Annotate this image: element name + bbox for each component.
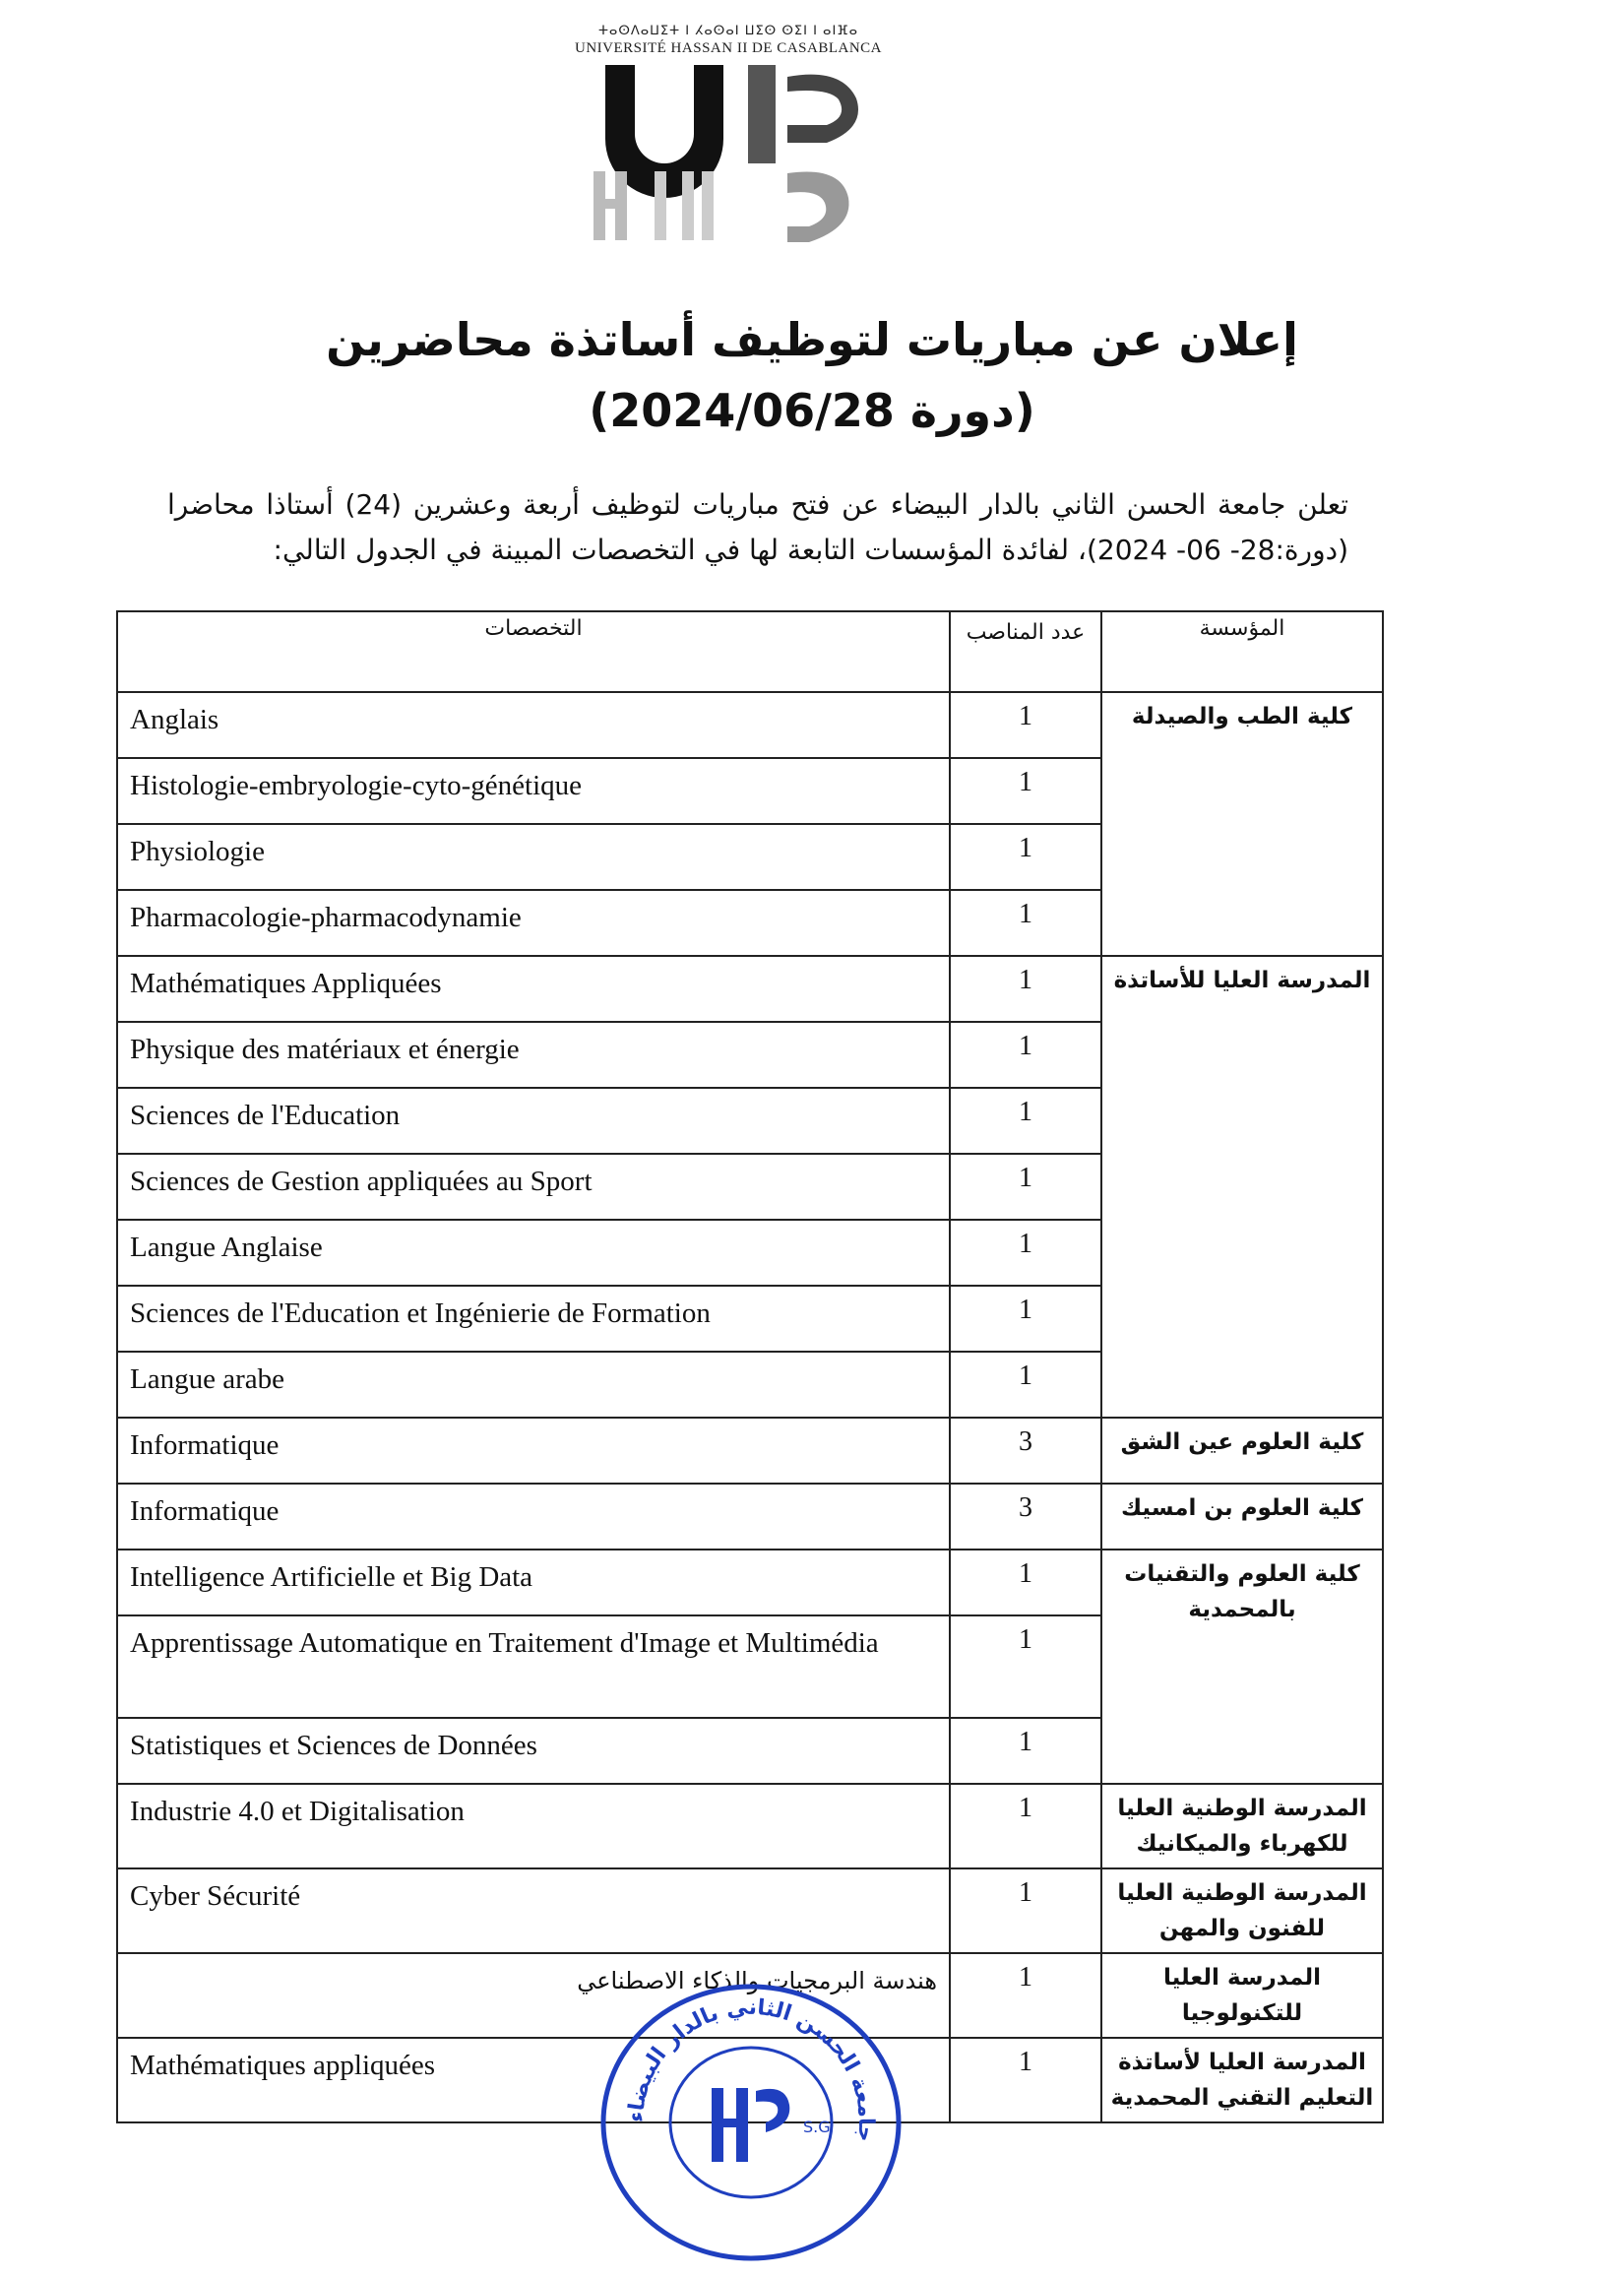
count-cell: 1: [950, 1352, 1101, 1418]
institution-cell: كلية الطب والصيدلة: [1101, 692, 1383, 956]
count-cell: 1: [950, 824, 1101, 890]
specialty-cell: Histologie-embryologie-cyto-génétique: [117, 758, 950, 824]
institution-cell: المدرسة العليا للأساتذة: [1101, 956, 1383, 1418]
stamp-mark: S.G: [803, 2118, 831, 2136]
count-cell: 3: [950, 1484, 1101, 1550]
table-row: [117, 1484, 1383, 1550]
specialty-cell: Apprentissage Automatique en Traitement d'Image et Multimédia: [117, 1615, 950, 1718]
session-date: (دورة 2024/06/28): [589, 384, 1035, 437]
specialty-cell: هندسة البرمجيات والذكاء الاصطناعي: [117, 1953, 950, 2038]
specialty-cell: Mathématiques appliquées: [117, 2038, 950, 2122]
header-specialties: التخصصات: [117, 611, 950, 692]
count-cell: 1: [950, 1615, 1101, 1718]
header-institution: المؤسسة: [1101, 611, 1383, 692]
specialty-cell: Industrie 4.0 et Digitalisation: [117, 1784, 950, 1868]
table-row: [117, 1418, 1383, 1484]
specialty-cell: Langue Anglaise: [117, 1220, 950, 1286]
count-cell: 1: [950, 1220, 1101, 1286]
institution-cell: المدرسة العليا لأساتذة التعليم التقني المحمدية: [1101, 2038, 1383, 2122]
count-cell: 1: [950, 1154, 1101, 1220]
specialty-cell: Pharmacologie-pharmacodynamie: [117, 890, 950, 956]
count-cell: 1: [950, 1718, 1101, 1784]
table-header-row: [117, 611, 1383, 692]
specialty-cell: Sciences de Gestion appliquées au Sport: [117, 1154, 950, 1220]
count-cell: 3: [950, 1418, 1101, 1484]
university-name-tifinagh: ⵜⴰⵙⴷⴰⵡⵉⵜ ⵏ ⵃⴰⵙⴰⵏ ⵡⵉⵙ ⵙⵉⵏ ⵏ ⴰⵏⴼⴰ: [597, 24, 859, 38]
stamp-text: جامعة الحسن الثاني بالدار البيضاء: [623, 1994, 879, 2143]
page-title: إعلان عن مباريات لتوظيف أساتذة محاضرين: [326, 313, 1298, 366]
specialty-cell: Informatique: [117, 1418, 950, 1484]
specialty-cell: Physique des matériaux et énergie: [117, 1022, 950, 1088]
table-row: [117, 956, 1383, 1022]
institution-cell: المدرسة الوطنية العليا للكهرباء والميكانيك: [1101, 1784, 1383, 1868]
positions-table: [116, 610, 1384, 2123]
institution-cell: كلية العلوم والتقنيات بالمحمدية: [1101, 1550, 1383, 1784]
specialty-cell: Statistiques et Sciences de Données: [117, 1718, 950, 1784]
svg-text:جامعة الحسن الثاني بالدار البي: [624, 1995, 878, 2143]
institution-cell: كلية العلوم بن امسيك: [1101, 1484, 1383, 1550]
specialty-cell: Sciences de l'Education: [117, 1088, 950, 1154]
specialty-cell: Cyber Sécurité: [117, 1868, 950, 1953]
count-cell: 1: [950, 2038, 1101, 2122]
count-cell: 1: [950, 1550, 1101, 1615]
count-cell: 1: [950, 758, 1101, 824]
institution-cell: المدرسة الوطنية العليا للفنون والمهن: [1101, 1868, 1383, 1953]
count-cell: 1: [950, 956, 1101, 1022]
table-row: [117, 1550, 1383, 1615]
count-cell: 1: [950, 1784, 1101, 1868]
table-row: [117, 1868, 1383, 1953]
table-row: [117, 692, 1383, 758]
institution-cell: كلية العلوم عين الشق: [1101, 1418, 1383, 1484]
count-cell: 1: [950, 1953, 1101, 2038]
header-count: عدد المناصب: [950, 611, 1101, 692]
specialty-cell: Langue arabe: [117, 1352, 950, 1418]
count-cell: 1: [950, 1088, 1101, 1154]
specialty-cell: Anglais: [117, 692, 950, 758]
specialty-cell: Informatique: [117, 1484, 950, 1550]
university-name: UNIVERSITÉ HASSAN II DE CASABLANCA: [574, 40, 882, 56]
university-stamp-icon: [589, 1975, 913, 2270]
institution-cell: المدرسة العليا للتكنولوجيا: [1101, 1953, 1383, 2038]
specialty-cell: Sciences de l'Education et Ingénierie de Formation: [117, 1286, 950, 1352]
specialty-cell: Physiologie: [117, 824, 950, 890]
table-row: [117, 1784, 1383, 1868]
specialty-cell: Mathématiques Appliquées: [117, 956, 950, 1022]
count-cell: 1: [950, 1286, 1101, 1352]
count-cell: 1: [950, 890, 1101, 956]
specialty-cell: Intelligence Artificielle et Big Data: [117, 1550, 950, 1615]
university-logo-block: [551, 24, 906, 250]
intro-paragraph: تعلن جامعة الحسن الثاني بالدار البيضاء عن فتح مباريات لتوظيف أربعة وعشرين (24) أستاذا محاضرا (دورة:28- 06- 2024)، لفائدة المؤسسات التابعة لها في التخصصات المبينة في الجدول التالي:: [167, 488, 1348, 566]
count-cell: 1: [950, 692, 1101, 758]
count-cell: 1: [950, 1868, 1101, 1953]
uh2c-logo-icon: [586, 65, 871, 242]
count-cell: 1: [950, 1022, 1101, 1088]
